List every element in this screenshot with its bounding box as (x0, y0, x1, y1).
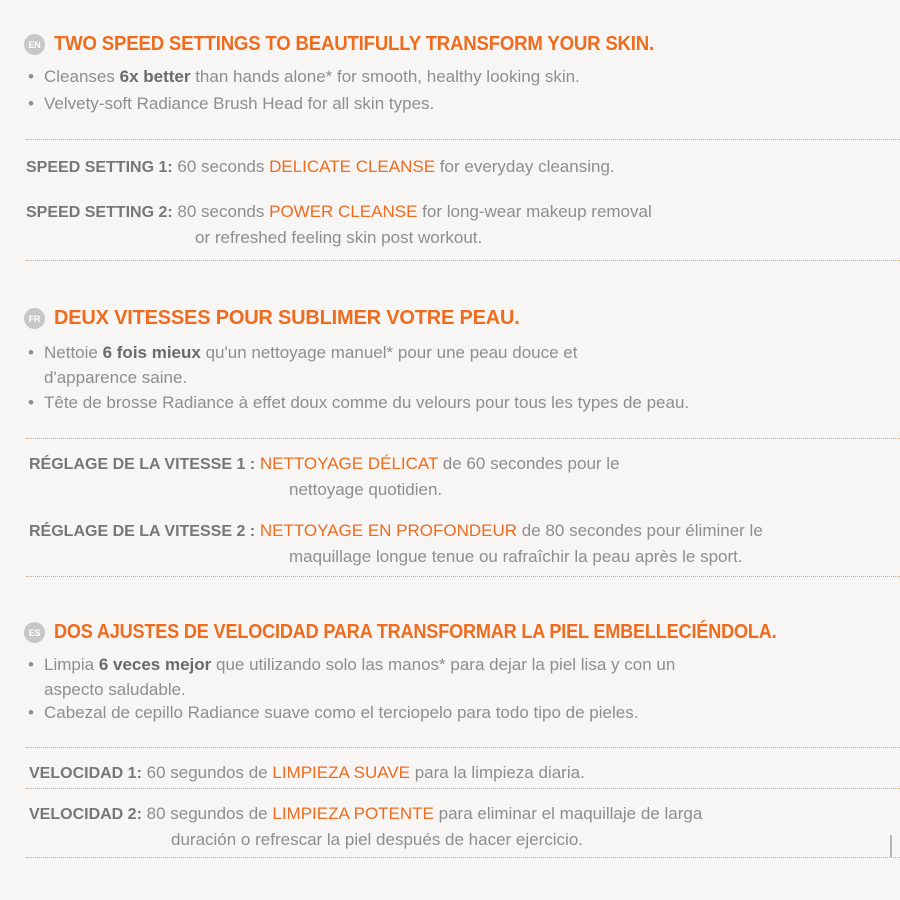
es-heading-row (24, 621, 852, 644)
es-language-badge: ES (24, 622, 45, 643)
divider (26, 857, 900, 858)
fr-language-badge: FR (24, 308, 45, 329)
fr-bullet-2: • Tête de brosse Radiance à effet doux comme du velours pour tous les types de peau. (28, 393, 690, 412)
divider (26, 747, 900, 748)
page-edge-mark (890, 835, 892, 857)
es-heading: DOS AJUSTES DE VELOCIDAD PARA TRANSFORMAR LA PIEL EMBELLECIÉNDOLA. (54, 621, 777, 643)
es-bullet-1: • Limpia 6 veces mejor que utilizando solo las manos* para dejar la piel lisa y con un aspecto saludable. (28, 655, 676, 699)
es-speed-setting-2: VELOCIDAD 2: 80 segundos de LIMPIEZA POTENTE para eliminar el maquillaje de larga duración o refrescar la piel después de hacer ejercicio. (29, 804, 703, 849)
es-bullet-2: • Cabezal de cepillo Radiance suave como el terciopelo para todo tipo de pieles. (28, 703, 639, 722)
fr-heading-row (24, 307, 520, 330)
en-bullet-1: • Cleanses 6x better than hands alone* for smooth, healthy looking skin. (28, 67, 580, 86)
en-speed-setting-2: SPEED SETTING 2: 80 seconds POWER CLEANSE for long-wear makeup removal or refreshed feeling skin post workout. (26, 202, 652, 247)
en-speed-setting-1: SPEED SETTING 1: 60 seconds DELICATE CLEANSE for everyday cleansing. (26, 157, 615, 176)
divider (26, 788, 900, 789)
fr-speed-setting-1: RÉGLAGE DE LA VITESSE 1 : NETTOYAGE DÉLICAT de 60 secondes pour le nettoyage quotidien. (29, 454, 620, 499)
divider (26, 438, 900, 439)
fr-bullet-1: • Nettoie 6 fois mieux qu'un nettoyage manuel* pour une peau douce et d'apparence saine. (28, 343, 578, 387)
fr-heading: DEUX VITESSES POUR SUBLIMER VOTRE PEAU. (54, 307, 520, 329)
divider (26, 576, 900, 577)
es-speed-setting-1: VELOCIDAD 1: 60 segundos de LIMPIEZA SUAVE para la limpieza diaria. (29, 763, 585, 782)
en-language-badge: EN (24, 34, 45, 55)
divider (26, 260, 900, 261)
en-bullet-2: • Velvety-soft Radiance Brush Head for all skin types. (28, 94, 435, 113)
en-heading: TWO SPEED SETTINGS TO BEAUTIFULLY TRANSFORM YOUR SKIN. (54, 33, 655, 55)
fr-speed-setting-2: RÉGLAGE DE LA VITESSE 2 : NETTOYAGE EN PROFONDEUR de 80 secondes pour éliminer le maquillage longue tenue ou rafraîchir la peau après le sport. (29, 521, 763, 566)
divider (26, 139, 900, 140)
en-heading-row (24, 33, 699, 56)
